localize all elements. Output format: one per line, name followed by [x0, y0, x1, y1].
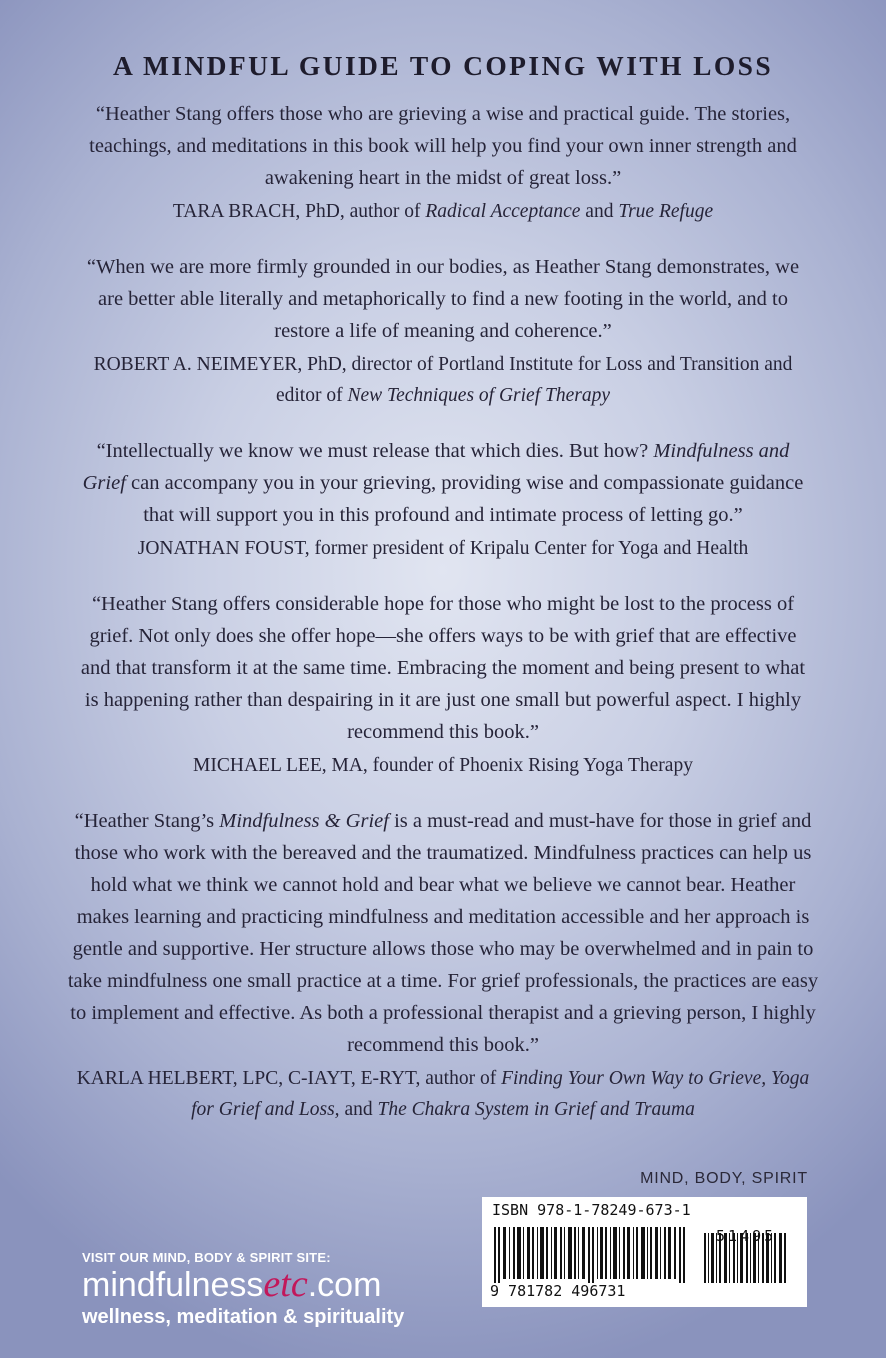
- quote-text: “Heather Stang offers those who are grieving a wise and practical guide. The stories, teachings, and meditations in this book will help you find your own inner strength and awakening heart in the midst of great loss.”: [89, 103, 797, 189]
- isbn-label: ISBN 978-1-78249-673-1: [492, 1201, 691, 1219]
- endorsement-2: [76, 251, 811, 411]
- promo-intro: VISIT OUR MIND, BODY & SPIRIT SITE:: [82, 1250, 331, 1265]
- quote-text: “When we are more firmly grounded in our bodies, as Heather Stang demonstrates, we are better able literally and metaphorically to find a new footing in the world, and to restore a life of meaning and coherence.”: [86, 256, 800, 342]
- price-code: 51495: [716, 1227, 777, 1245]
- endorsements: [0, 98, 886, 1149]
- website-promo: [82, 1250, 472, 1329]
- site-prefix: mindfulness: [82, 1266, 264, 1304]
- quote-attribution: KARLA HELBERT, LPC, C-IAYT, E-RYT, author of Finding Your Own Way to Grieve, Yoga for Grief and Loss, and The Chakra System in Grief and Trauma: [76, 1068, 810, 1120]
- quote-text: “Heather Stang offers considerable hope for those who might be lost to the process of grief. Not only does she offer hope—she offers ways to be with grief that are effective and that transform it at the same time. Embracing the moment and being present to what is happening rather than despairing in it are just one small but powerful aspect. I highly recommend this book.”: [80, 593, 806, 743]
- cover-heading: A MINDFUL GUIDE TO COPING WITH LOSS: [112, 50, 774, 81]
- quote-attribution: MICHAEL LEE, MA, founder of Phoenix Rising Yoga Therapy: [193, 755, 693, 776]
- site-suffix: .com: [307, 1266, 382, 1304]
- quote-text: “Intellectually we know we must release that which dies. But how? Mindfulness and Grief can accompany you in your grieving, providing wise and compassionate guidance that will support you in this profound and intimate process of letting go.”: [82, 440, 804, 526]
- endorsement-1: [76, 98, 811, 227]
- endorsement-3: [78, 435, 808, 564]
- endorsement-5: [66, 805, 821, 1125]
- promo-tagline: wellness, meditation & spirituality: [82, 1306, 405, 1328]
- endorsement-4: [73, 588, 813, 781]
- quote-attribution: ROBERT A. NEIMEYER, PhD, director of Portland Institute for Loss and Transition and editor of New Techniques of Grief Therapy: [93, 354, 793, 406]
- site-accent: etc: [263, 1263, 308, 1305]
- quote-attribution: TARA BRACH, PhD, author of Radical Acceptance and True Refuge: [172, 201, 714, 222]
- website-url[interactable]: [82, 1265, 472, 1304]
- isbn-barcode: [482, 1197, 807, 1307]
- barcode-digits: 9 781782 496731: [490, 1282, 626, 1300]
- quote-attribution: JONATHAN FOUST, former president of Kripalu Center for Yoga and Health: [137, 538, 749, 559]
- quote-text: “Heather Stang’s Mindfulness & Grief is a must-read and must-have for those in grief and those who work with the bereaved and the traumatized. Mindfulness practices can help us hold what we think we cannot hold and bear what we believe we cannot bear. Heather makes learning and practicing mindfulness and meditation accessible and her approach is gentle and supportive. Her structure allows those who may be overwhelmed and in pain to take mindfulness one small practice at a time. For grief professionals, the practices are easy to implement and effective. As both a professional therapist and a grieving person, I highly recommend this book.”: [67, 810, 819, 1056]
- category-label: MIND, BODY, SPIRIT: [640, 1170, 808, 1187]
